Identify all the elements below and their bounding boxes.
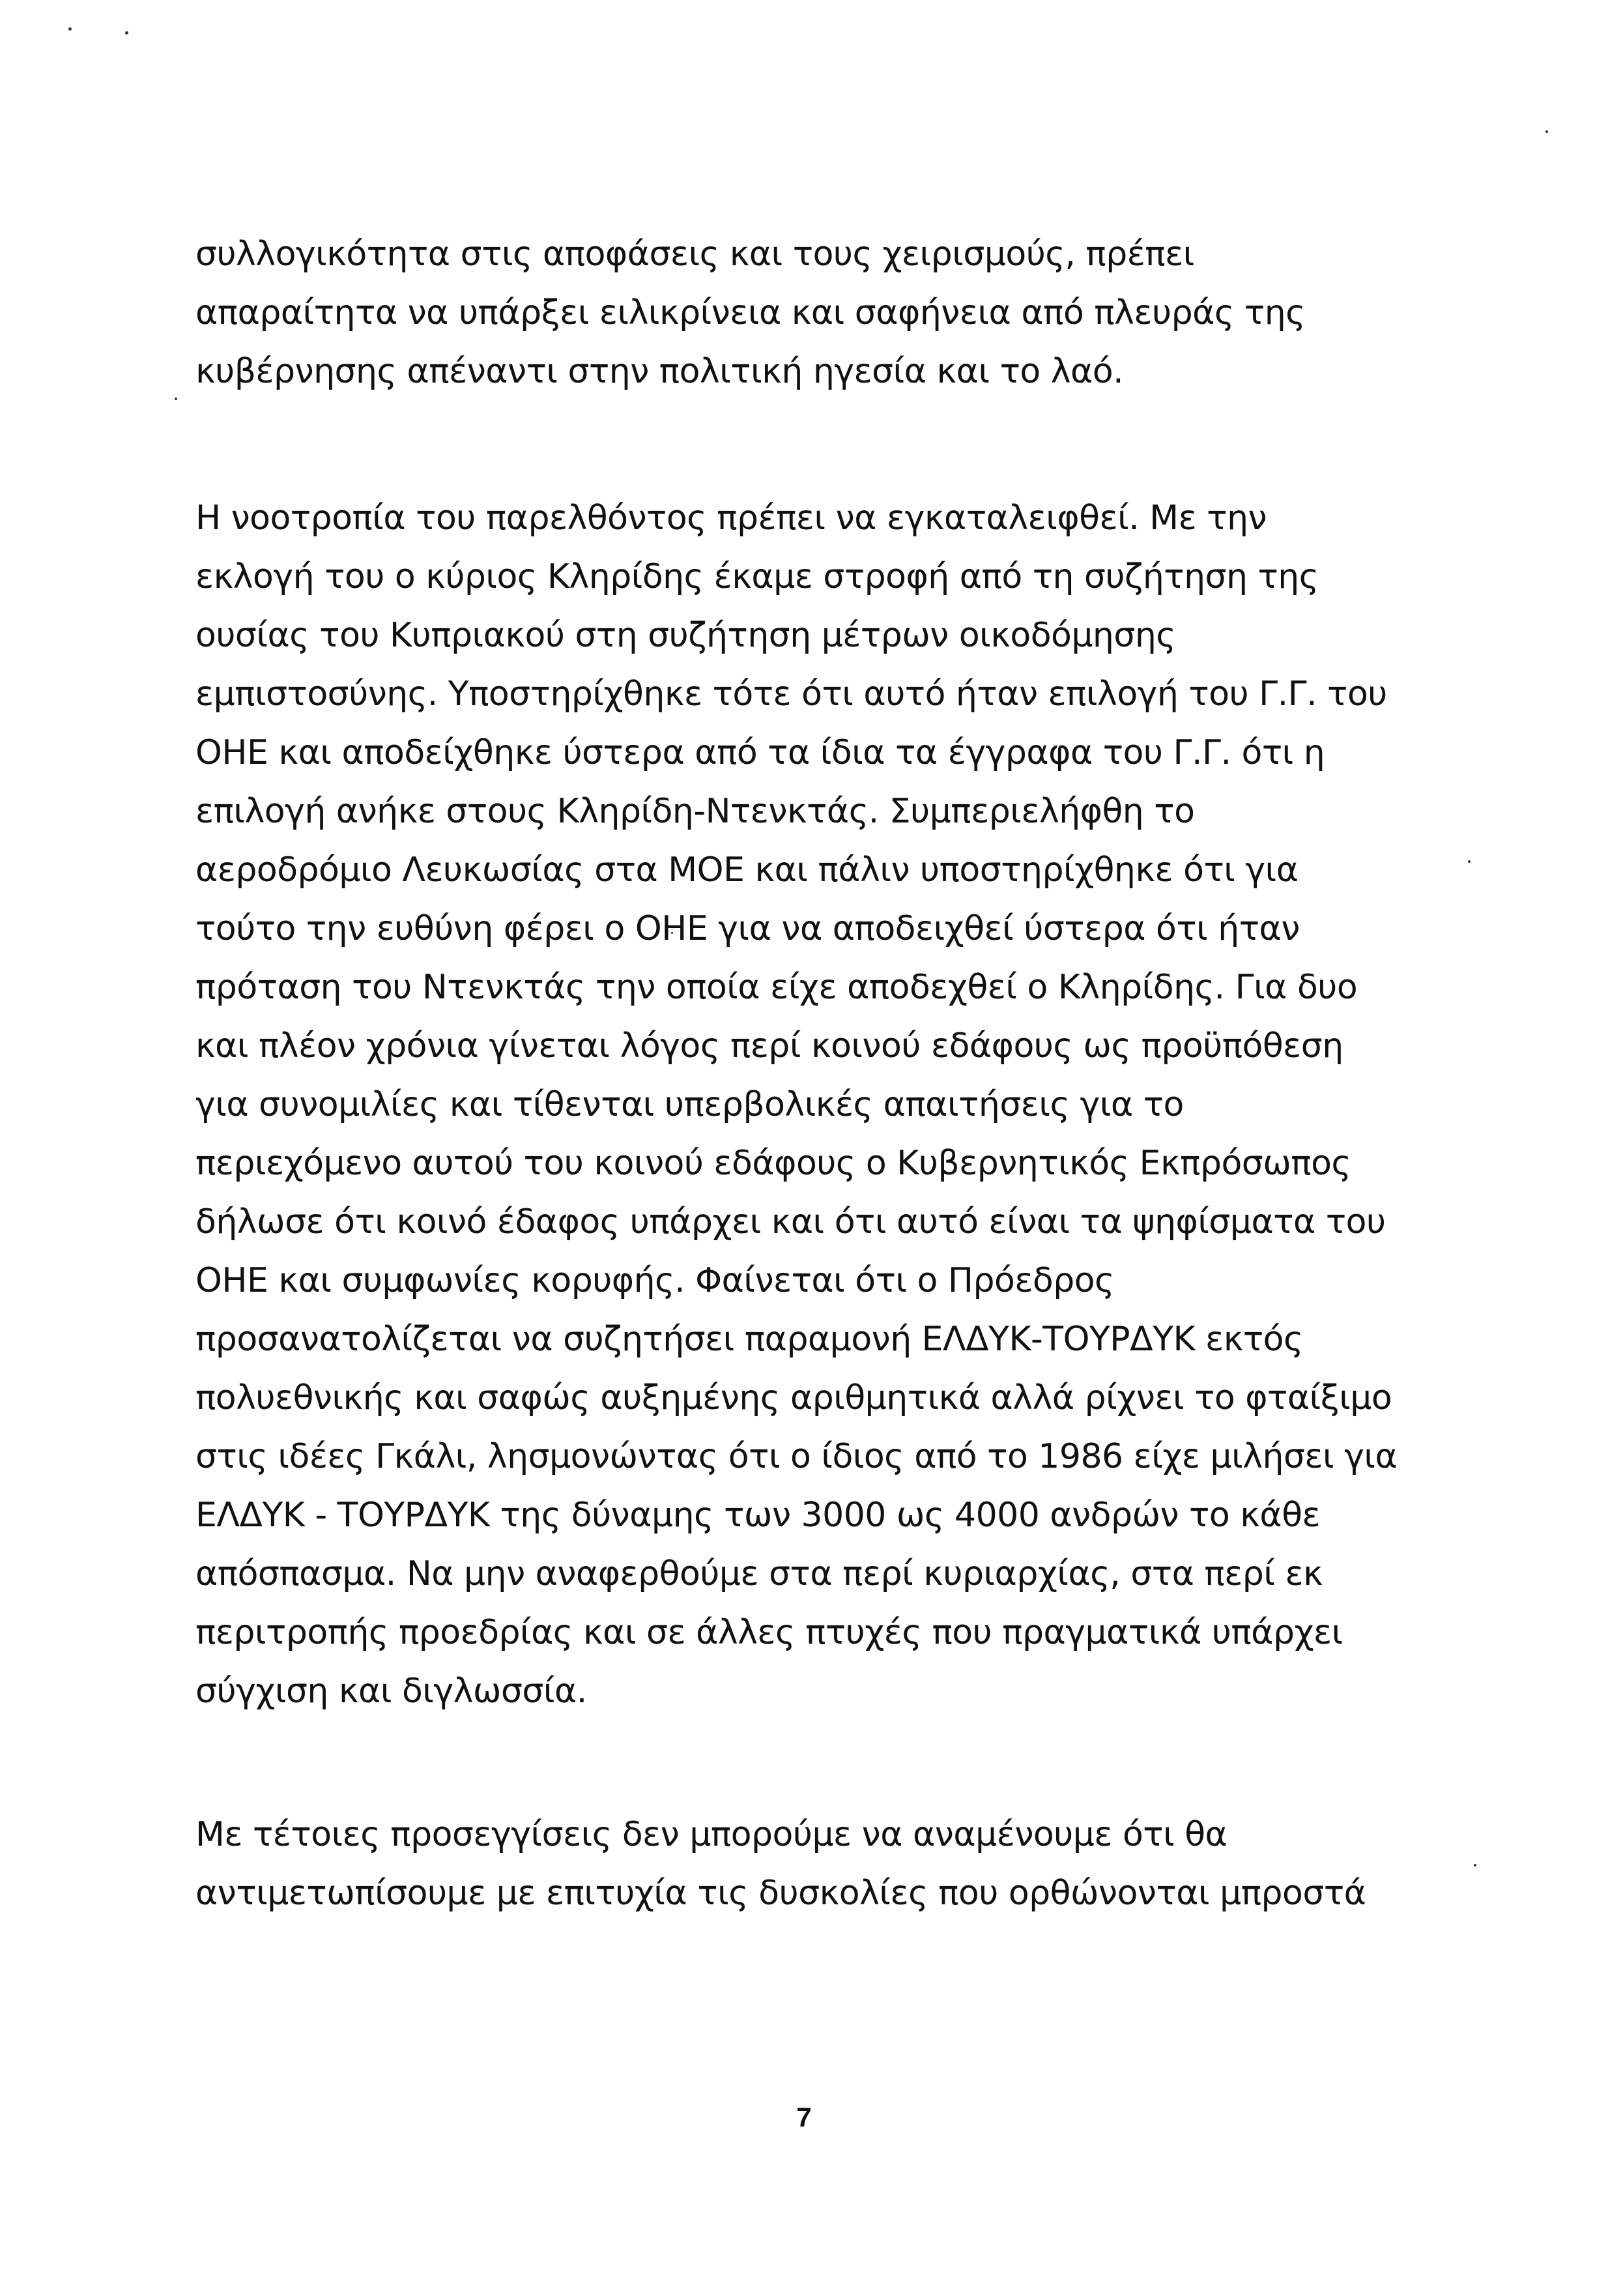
text-line: στις ιδέες Γκάλι, λησμονώντας ότι ο ίδιος από το 1986 είχε μιλήσει για bbox=[195, 1437, 1398, 1476]
scan-speck bbox=[1468, 860, 1471, 863]
text-line: πρόταση του Ντενκτάς την οποία είχε αποδεχθεί ο Κληρίδης. Για δυο bbox=[195, 968, 1358, 1007]
text-line: ΕΛΔΥΚ - ΤΟΥΡΔΥΚ της δύναμης των 3000 ως 4000 ανδρών το κάθε bbox=[195, 1496, 1321, 1535]
text-line: για συνομιλίες και τίθενται υπερβολικές απαιτήσεις για το bbox=[195, 1085, 1184, 1124]
text-line: ΟΗΕ και συμφωνίες κορυφής. Φαίνεται ότι ο Πρόεδρος bbox=[195, 1261, 1115, 1300]
text-line: ουσίας του Κυπριακού στη συζήτηση μέτρων οικοδόμησης bbox=[195, 616, 1176, 655]
text-line: αεροδρόμιο Λευκωσίας στα ΜΟΕ και πάλιν υποστηρίχθηκε ότι για bbox=[195, 850, 1299, 890]
text-line: σύγχιση και διγλωσσία. bbox=[195, 1672, 587, 1711]
page-number: 7 bbox=[796, 2102, 812, 2132]
paragraph-2 bbox=[195, 489, 1466, 1721]
text-line: Η νοοτροπία του παρελθόντος πρέπει να εγκαταλειφθεί. Με την bbox=[195, 499, 1267, 538]
scan-speck bbox=[175, 398, 177, 400]
text-line: περιεχόμενο αυτού του κοινού εδάφους ο Κυβερνητικός Εκπρόσωπος bbox=[195, 1144, 1351, 1183]
text-line: περιτροπής προεδρίας και σε άλλες πτυχές που πραγματικά υπάρχει bbox=[195, 1613, 1343, 1652]
text-line: τούτο την ευθύνη φέρει ο ΟΗΕ για να αποδειχθεί ύστερα ότι ήταν bbox=[195, 909, 1300, 948]
paragraph-1 bbox=[195, 225, 1466, 401]
text-line: επιλογή ανήκε στους Κληρίδη-Ντενκτάς. Συμπεριελήφθη το bbox=[195, 792, 1195, 831]
text-line: πολυεθνικής και σαφώς αυξημένης αριθμητικά αλλά ρίχνει το φταίξιμο bbox=[195, 1378, 1392, 1417]
text-line: ΟΗΕ και αποδείχθηκε ύστερα από τα ίδια τα έγγραφα του Γ.Γ. ότι η bbox=[195, 733, 1325, 772]
scan-speck bbox=[1474, 1864, 1476, 1867]
text-line: κυβέρνησης απέναντι στην πολιτική ηγεσία και το λαό. bbox=[195, 352, 1124, 391]
text-line: δήλωσε ότι κοινό έδαφος υπάρχει και ότι αυτό είναι τα ψηφίσματα του bbox=[195, 1202, 1386, 1242]
text-line: απαραίτητα να υπάρξει ειλικρίνεια και σαφήνεια από πλευράς της bbox=[195, 293, 1306, 332]
paragraph-3 bbox=[195, 1805, 1466, 1923]
scan-speck bbox=[1545, 130, 1548, 133]
scan-speck bbox=[125, 31, 128, 35]
text-line: Με τέτοιες προσεγγίσεις δεν μπορούμε να αναμένουμε ότι θα bbox=[195, 1815, 1228, 1854]
text-line: συλλογικότητα στις αποφάσεις και τους χειρισμούς, πρέπει bbox=[195, 235, 1194, 274]
text-line: και πλέον χρόνια γίνεται λόγος περί κοινού εδάφους ως προϋπόθεση bbox=[195, 1026, 1343, 1066]
text-line: εμπιστοσύνης. Υποστηρίχθηκε τότε ότι αυτό ήταν επιλογή του Γ.Γ. του bbox=[195, 675, 1387, 714]
scan-speck bbox=[68, 27, 72, 31]
text-line: αντιμετωπίσουμε με επιτυχία τις δυσκολίες που ορθώνονται μπροστά bbox=[195, 1874, 1366, 1913]
text-line: εκλογή του ο κύριος Κληρίδης έκαμε στροφή από τη συζήτηση της bbox=[195, 557, 1319, 596]
text-line: προσανατολίζεται να συζητήσει παραμονή ΕΛΔΥΚ-ΤΟΥΡΔΥΚ εκτός bbox=[195, 1320, 1303, 1359]
text-line: απόσπασμα. Να μην αναφερθούμε στα περί κυριαρχίας, στα περί εκ bbox=[195, 1554, 1323, 1593]
